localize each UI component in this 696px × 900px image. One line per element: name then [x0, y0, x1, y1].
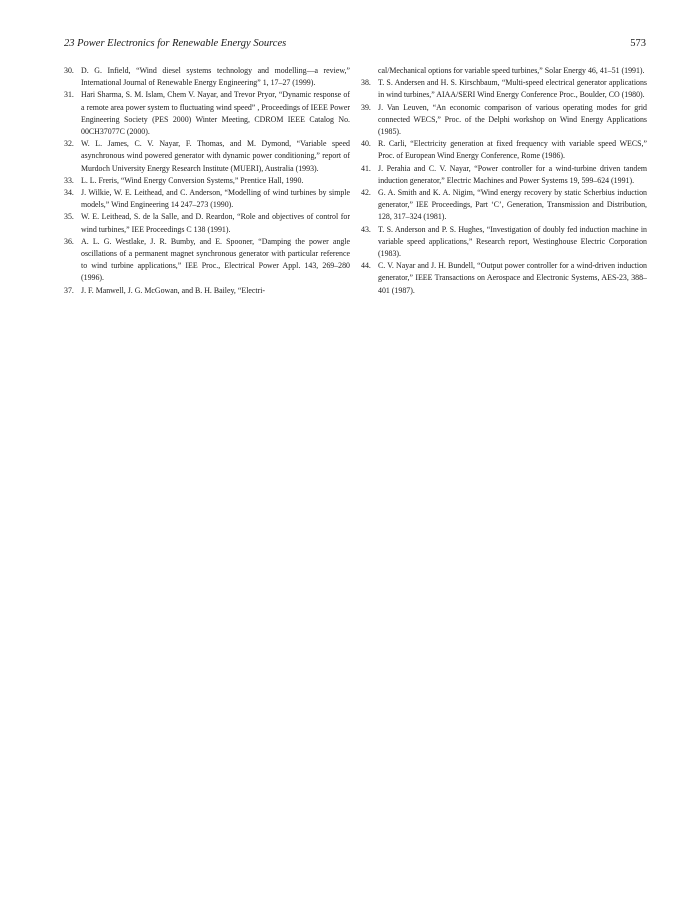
reference-number: 43.: [361, 224, 371, 234]
reference-item: [64, 236, 350, 285]
reference-number: 30.: [64, 66, 74, 75]
reference-item: [64, 138, 350, 175]
reference-text: Hari Sharma, S. M. Islam, Chem V. Nayar, and Trevor Pryor, “Dynamic response of a remote area power system to fluctuating wind speed” , Proceedings of IEEE Power Engineering Society (PES 2000) Winter Meeting, CDROM IEEE Catalog No. 00CH37077C (2000).: [81, 90, 350, 137]
reference-text: W. L. James, C. V. Nayar, F. Thomas, and M. Dymond, “Variable speed asynchronous wind powered generator with dynamic power conditioning,” report of Murdoch University Energy Research Institute (MUERI), Australia (1993).: [81, 139, 350, 173]
page-number: 573: [630, 38, 646, 49]
reference-item: [361, 138, 647, 162]
reference-number: 36.: [64, 236, 74, 246]
reference-text: D. G. Infield, “Wind diesel systems technology and modelling—a review,” International Journal of Renewable Energy Engineering” 1, 17–27 (1999).: [81, 66, 350, 88]
reference-number: 32.: [64, 139, 74, 149]
reference-item-continued: [361, 65, 647, 77]
reference-item: [64, 285, 350, 297]
reference-number: 42.: [361, 188, 371, 198]
reference-item: [361, 224, 647, 261]
reference-text: A. L. G. Westlake, J. R. Bumby, and E. Spooner, “Damping the power angle oscillations of a permanent magnet synchronous generator with particular reference to wind turbine applications,” IEE Proc., Electrical Power Appl. 143, 269–280 (1996).: [81, 236, 350, 283]
reference-number: 34.: [64, 188, 74, 198]
running-header: [64, 38, 646, 54]
reference-number: 37.: [64, 285, 74, 295]
reference-number: 33.: [64, 175, 74, 185]
reference-item: [64, 65, 350, 89]
reference-number: 31.: [64, 90, 74, 100]
reference-item: [64, 89, 350, 138]
reference-number: 40.: [361, 139, 371, 149]
reference-text: C. V. Nayar and J. H. Bundell, “Output power controller for a wind-driven induction generator,” IEEE Transactions on Aerospace and Electronic Systems, AES-23, 388–401 (1987).: [378, 261, 647, 295]
reference-item: [361, 102, 647, 139]
reference-item: [64, 175, 350, 187]
reference-text: T. S. Andersen and H. S. Kirschbaum, “Multi-speed electrical generator applications in wind turbines,” AIAA/SERI Wind Energy Conference Proc., Boulder, CO (1980).: [378, 78, 647, 100]
reference-number: 41.: [361, 163, 371, 173]
reference-text: J. Perahia and C. V. Nayar, “Power controller for a wind-turbine driven tandem induction generator,” Electric Machines and Power Systems 19, 599–624 (1991).: [378, 163, 647, 185]
reference-text: cal/Mechanical options for variable speed turbines,” Solar Energy 46, 41–51 (1991).: [378, 66, 645, 75]
reference-number: 39.: [361, 102, 371, 112]
reference-item: [361, 260, 647, 297]
reference-text: L. L. Freris, “Wind Energy Conversion Systems,” Prentice Hall, 1990.: [81, 175, 304, 185]
reference-text: J. F. Manwell, J. G. McGowan, and B. H. Bailey, “Electri-: [81, 285, 266, 295]
reference-text: R. Carli, “Electricity generation at fixed frequency with variable speed WECS,” Proc. of European Wind Energy Conference, Rome (1986).: [378, 139, 647, 161]
reference-text: G. A. Smith and K. A. Nigim, “Wind energy recovery by static Scherbius induction generator,” IEE Proceedings, Part ‘C’, Generation, Transmission and Distribution, 128, 317–324 (1981).: [378, 188, 647, 222]
reference-text: J. Wilkie, W. E. Leithead, and C. Anderson, “Modelling of wind turbines by simple models,” Wind Engineering 14 247–273 (1990).: [81, 188, 350, 210]
reference-number: 35.: [64, 212, 74, 222]
reference-item: [64, 187, 350, 211]
reference-text: W. E. Leithead, S. de la Salle, and D. Reardon, “Role and objectives of control for wind turbines,” IEE Proceedings C 138 (1991).: [81, 212, 350, 234]
reference-number: 38.: [361, 78, 371, 88]
reference-text: T. S. Anderson and P. S. Hughes, “Investigation of doubly fed induction machine in variable speed applications,” Research report, Westinghouse Electric Corporation (1983).: [378, 224, 647, 259]
reference-number: 44.: [361, 261, 371, 271]
reference-item: [361, 187, 647, 224]
references-right-column: [361, 65, 647, 297]
references-left-column: [64, 65, 350, 297]
reference-text: J. Van Leuven, “An economic comparison of various operating modes for grid connected WECS,” Proc. of the Delphi workshop on Wind Energy Applications (1985).: [378, 102, 647, 137]
reference-item: [64, 211, 350, 235]
chapter-title: 23 Power Electronics for Renewable Energy Sources: [64, 38, 287, 49]
reference-item: [361, 77, 647, 101]
reference-item: [361, 163, 647, 187]
